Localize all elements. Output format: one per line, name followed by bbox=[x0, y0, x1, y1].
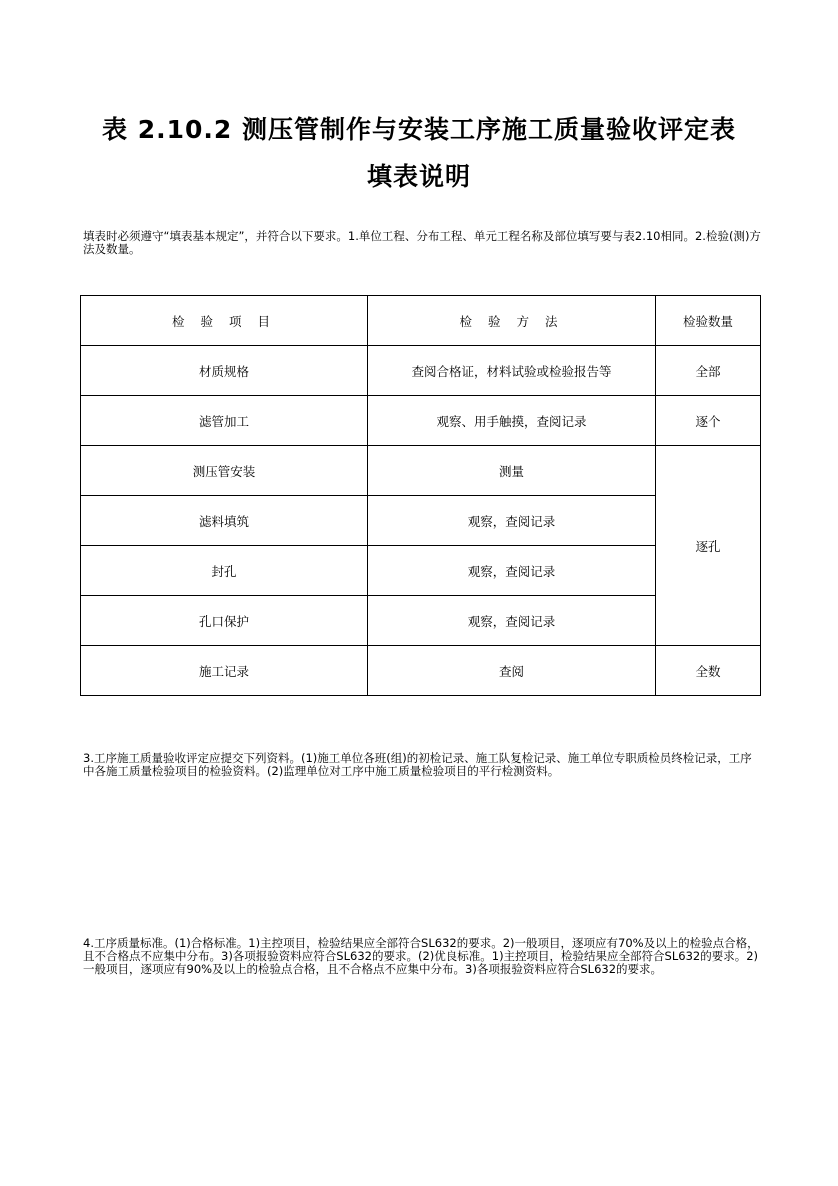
page-title: 表 2.10.2 测压管制作与安装工序施工质量验收评定表 bbox=[102, 115, 736, 144]
page-subtitle: 填表说明 bbox=[366, 162, 471, 191]
inspection-table bbox=[80, 295, 761, 696]
header-method: 检 验 方 法 bbox=[368, 296, 656, 346]
cell-method: 观察，查阅记录 bbox=[368, 496, 656, 546]
cell-item: 孔口保护 bbox=[81, 596, 368, 646]
cell-quantity: 全数 bbox=[656, 646, 761, 696]
intro-paragraph: 填表时必须遵守“填表基本规定”，并符合以下要求。1.单位工程、分布工程、单元工程名称及部位填写要与表2.10相同。2.检验(测)方法及数量。 bbox=[83, 229, 761, 256]
cell-quantity: 全部 bbox=[656, 346, 761, 396]
cell-method: 观察，查阅记录 bbox=[368, 546, 656, 596]
note-3-paragraph: 3.工序施工质量验收评定应提交下列资料。(1)施工单位各班(组)的初检记录、施工队复检记录、施工单位专职质检员终检记录，工序中各施工质量检验项目的检验资料。(2)监理单位对工序中施工质量检验项目的平行检测资料。 bbox=[83, 751, 752, 778]
cell-item: 测压管安装 bbox=[81, 446, 368, 496]
table-row bbox=[81, 446, 761, 496]
table-row bbox=[81, 396, 761, 446]
cell-method: 观察，查阅记录 bbox=[368, 596, 656, 646]
table-header-row bbox=[81, 296, 761, 346]
header-item: 检 验 项 目 bbox=[81, 296, 368, 346]
cell-method: 查阅合格证，材料试验或检验报告等 bbox=[368, 346, 656, 396]
cell-quantity-merged: 逐孔 bbox=[656, 446, 761, 646]
table-row bbox=[81, 346, 761, 396]
cell-method: 查阅 bbox=[368, 646, 656, 696]
cell-quantity: 逐个 bbox=[656, 396, 761, 446]
cell-item: 滤管加工 bbox=[81, 396, 368, 446]
header-quantity: 检验数量 bbox=[656, 296, 761, 346]
cell-item: 施工记录 bbox=[81, 646, 368, 696]
cell-method: 测量 bbox=[368, 446, 656, 496]
cell-method: 观察、用手触摸，查阅记录 bbox=[368, 396, 656, 446]
table-row bbox=[81, 646, 761, 696]
cell-item: 封孔 bbox=[81, 546, 368, 596]
note-4-paragraph: 4.工序质量标准。(1)合格标准。1)主控项目，检验结果应全部符合SL632的要求。2)一般项目，逐项应有70%及以上的检验点合格，且不合格点不应集中分布。3)各项报验资料应符合SL632的要求。(2)优良标准。1)主控项目，检验结果应全部符合SL632的要求。2)一般项目，逐项应有90%及以上的检验点合格，且不合格点不应集中分布。3)各项报验资料应符合SL632的要求。 bbox=[83, 936, 759, 976]
cell-item: 滤料填筑 bbox=[81, 496, 368, 546]
cell-item: 材质规格 bbox=[81, 346, 368, 396]
